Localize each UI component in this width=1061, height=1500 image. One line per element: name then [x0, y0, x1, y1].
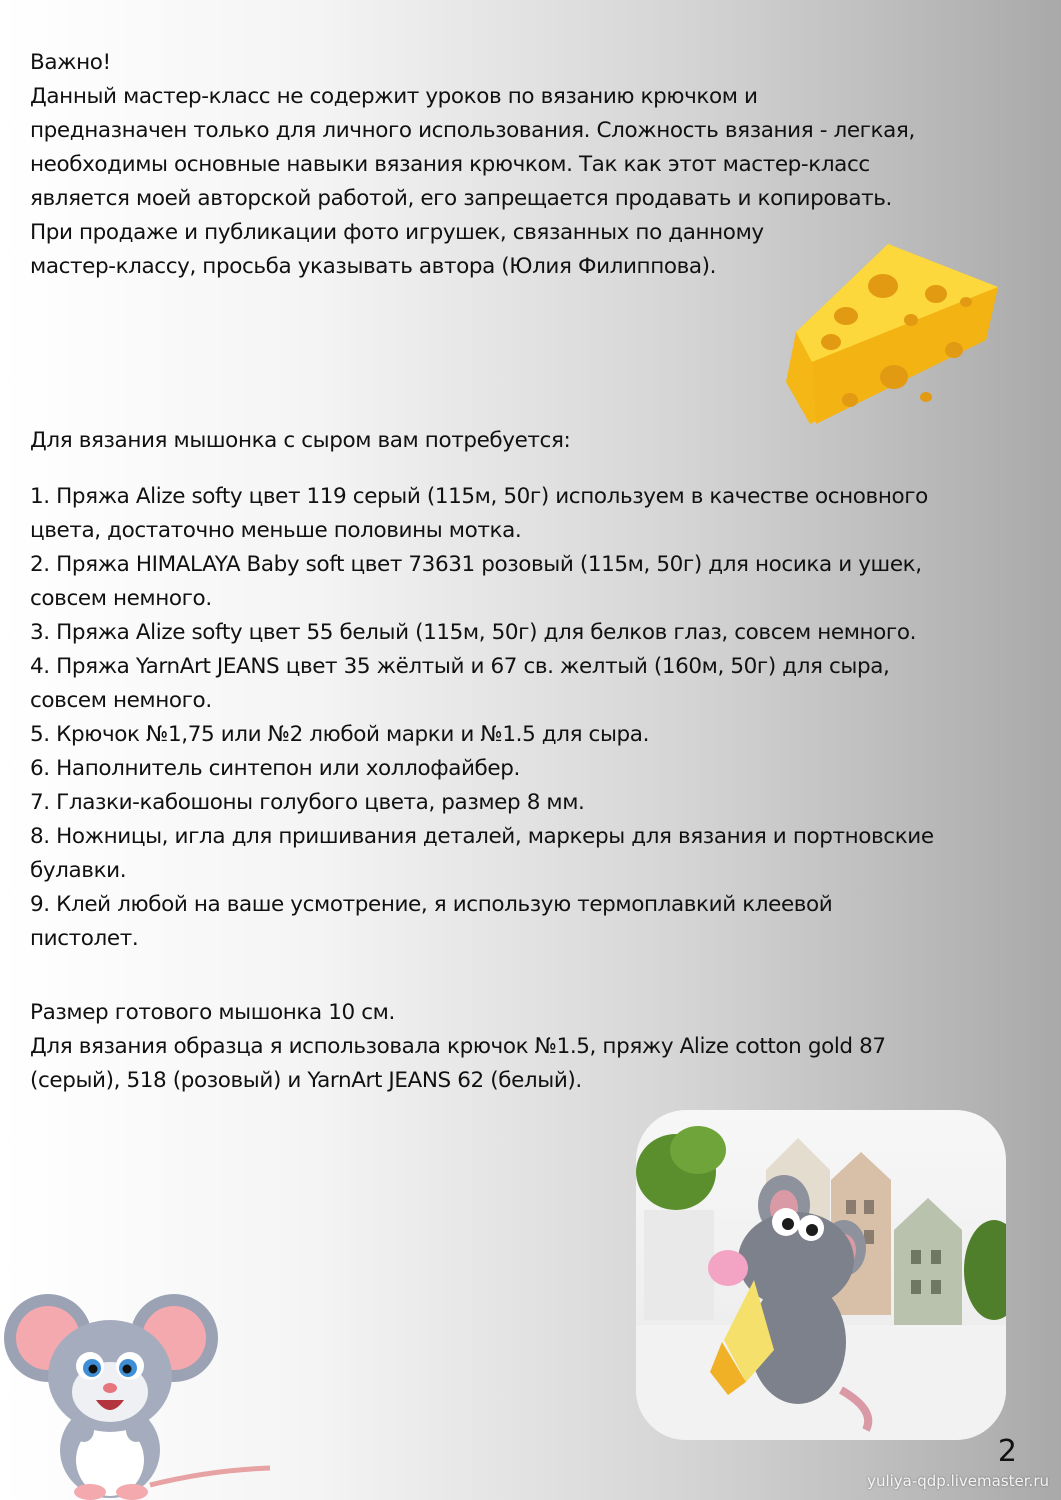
materials-heading-text: Для вязания мышонка с сыром вам потребуется: [30, 428, 571, 453]
intro-line: Данный мастер-класс не содержит уроков по вязанию крючком и [30, 84, 758, 109]
result-line: Для вязания образца я использовала крючок №1.5, пряжу Alize cotton gold 87 [30, 1034, 886, 1059]
intro-line: Важно! [30, 50, 111, 75]
list-item: совсем немного. [30, 586, 212, 611]
intro-line: При продаже и публикации фото игрушек, связанных по данному [30, 220, 764, 245]
result-line: (серый), 518 (розовый) и YarnArt JEANS 62 (белый). [30, 1068, 582, 1093]
list-item: булавки. [30, 858, 127, 883]
list-item: 9. Клей любой на ваше усмотрение, я использую термоплавкий клеевой [30, 892, 833, 917]
list-item: 7. Глазки-кабошоны голубого цвета, размер 8 мм. [30, 790, 585, 815]
materials-list [30, 480, 1040, 956]
materials-heading [30, 424, 570, 458]
result-notes [30, 996, 1040, 1098]
list-item: 6. Наполнитель синтепон или холлофайбер. [30, 756, 520, 781]
cartoon-mouse-icon [0, 1280, 280, 1500]
list-item: 1. Пряжа Alize softy цвет 119 серый (115м, 50г) используем в качестве основного [30, 484, 928, 509]
list-item: 4. Пряжа YarnArt JEANS цвет 35 жёлтый и 67 св. желтый (160м, 50г) для сыра, [30, 654, 890, 679]
list-item: совсем немного. [30, 688, 212, 713]
result-line: Размер готового мышонка 10 см. [30, 1000, 395, 1025]
intro-line: предназначен только для личного использования. Сложность вязания - легкая, [30, 118, 915, 143]
list-item: 3. Пряжа Alize softy цвет 55 белый (115м, 50г) для белков глаз, совсем немного. [30, 620, 917, 645]
list-item: 8. Ножницы, игла для пришивания деталей, маркеры для вязания и портновские [30, 824, 934, 849]
intro-line: необходимы основные навыки вязания крючком. Так как этот мастер-класс [30, 152, 870, 177]
list-item: 5. Крючок №1,75 или №2 любой марки и №1.5 для сыра. [30, 722, 650, 747]
page-number: 2 [997, 1434, 1017, 1469]
cheese-icon [776, 232, 1016, 442]
list-item: 2. Пряжа HIMALAYA Baby soft цвет 73631 розовый (115м, 50г) для носика и ушек, [30, 552, 922, 577]
watermark: yuliya-qdp.livemaster.ru [867, 1472, 1049, 1490]
intro-line: является моей авторской работой, его запрещается продавать и копировать. [30, 186, 892, 211]
crochet-mouse-photo [636, 1110, 1006, 1440]
list-item: пистолет. [30, 926, 139, 951]
list-item: цвета, достаточно меньше половины мотка. [30, 518, 522, 543]
intro-line: мастер-классу, просьба указывать автора (Юлия Филиппова). [30, 254, 717, 279]
